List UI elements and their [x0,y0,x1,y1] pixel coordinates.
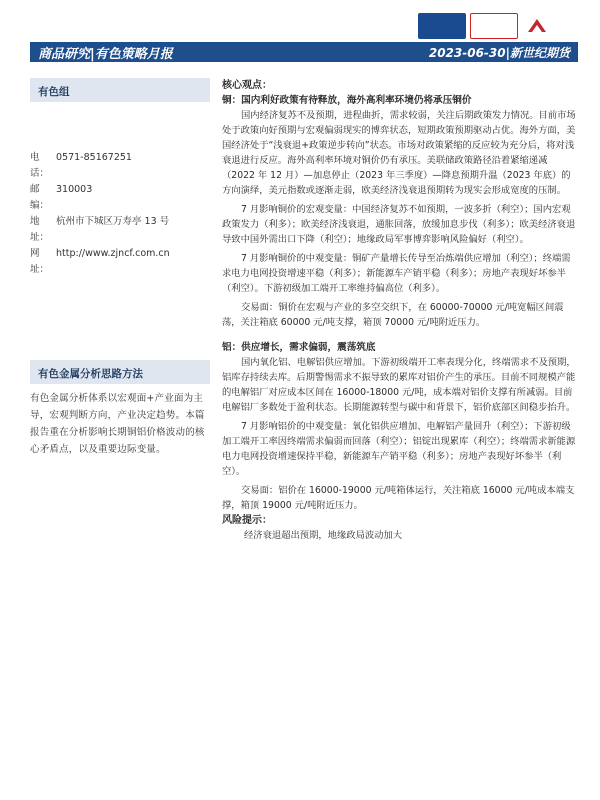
contact-row-phone [30,150,210,182]
sidebar [30,78,210,458]
risk-text: 经济衰退超出预期，地缘政局波动加大 [244,530,403,541]
report-header-bar [30,42,578,62]
main-content [222,78,578,543]
aluminum-paragraph: 交易面：铝价在 16000-19000 元/吨箱体运行，关注箱底 16000 元/吨成本端支撑，箱顶 19000 元/吨附近压力。 [222,485,575,511]
contact-value: 杭州市下城区万寿亭 13 号 [56,216,170,227]
report-category: 商品研究|有色策略月报 [38,46,173,62]
copper-paragraph: 国内经济复苏不及预期，进程曲折，需求较弱，关注后期政策发力情况。目前市场处于政策向好预期与宏观偏弱现实的博弈状态，短期政策预期驱动占优。海外方面，美国经济处于“浅衰退+政策逆步转向”状态。市场对政策紧缩的反应较为充分后，将对浅衰退进行反应。海外高利率环境对铜价仍有承压。美联储政策路径沿着紧缩递减（2022 年 12 月）—加息停止（2023 年三季度）—降息预期升温（2023 年底）的方向演绎，美元指数或逐渐走弱，欧美经济浅衰退预期转为现实会形成宽度的压制。 [222,110,576,196]
aluminum-section-title: 铝：供应增长，需求偏弱，震荡筑底 [222,342,376,353]
contact-value: 0571-85167251 [56,152,132,163]
zhejiang-port-logo [418,13,466,39]
contact-row-address [30,214,210,246]
aluminum-paragraph: 国内氧化铝、电解铝供应增加。下游初级端开工率表现分化，终端需求不及预期，铝库存持续去库。后期警惕需求不振导致的累库对铝价产生的承压。目前不同规模产能的电解铝厂对应成本区间在 16000-18000 元/吨，成本端对铝价支撑有所减弱。目前电解铝厂多数处于盈利状态。长期能源转型与碳中和背景下，铝价底部区间稳步抬升。 [222,357,576,413]
logo-group [418,12,594,40]
risk-title: 风险提示： [222,515,272,526]
contact-info [30,150,210,278]
method-text: 有色金属分析体系以宏观面+产业面为主导，宏观判断方向，产业决定趋势。本篇报告重在分析影响长期铜铝价格波动的核心矛盾点，以及重要边际变量。 [30,393,205,455]
xinshiji-logo [522,13,594,39]
contact-row-postcode [30,182,210,214]
contact-label: 邮编： [30,184,50,211]
core-title: 核心观点： [222,80,272,91]
report-date-issuer: 2023-06-30|新世纪期货 [428,45,570,60]
copper-section-title: 铜：国内利好政策有待释放，海外高利率环境仍将承压铜价 [222,95,472,106]
copper-paragraph: 7 月影响铜价的宏观变量：中国经济复苏不如预期，一波多折（利空）；国内宏观政策发力（利多）；欧美经济浅衰退，通胀回落，放缓加息步伐（利多）；欧美经济衰退导致中国外需出口下降（利空）；地缘政局军事博弈影响风险偏好（利空）。 [222,204,576,245]
xinshiji-emblem-icon [526,16,548,36]
contact-label: 网址： [30,248,50,275]
copper-paragraph: 7 月影响铜价的中观变量：铜矿产量增长传导至冶炼端供应增加（利空）；终端需求电力电网投资增速平稳（利多）；新能源车产销平稳（利多）；房地产表现好坏参半（利空）。下游初级加工端开工率维持偏高位（利多）。 [222,253,571,294]
aluminum-paragraph: 7 月影响铝价的中观变量：氧化铝供应增加、电解铝产量回升（利空）；下游初级加工端开工率因终端需求偏弱而回落（利空）；铝锭出现累库（利空）；终端需求新能源电力电网投资增速保持平稳，新能源车产销平稳（利多）；房地产表现好坏参半（利空）。 [222,421,576,477]
copper-paragraph: 交易面：铜价在宏观与产业的多空交织下，在 60000-70000 元/吨宽幅区间震荡，关注箱底 60000 元/吨支撑，箱顶 70000 元/吨附近压力。 [222,302,564,328]
contact-label: 地址： [30,216,50,243]
method-title: 有色金属分析思路方法 [30,360,210,384]
contact-label: 电话： [30,152,50,179]
website-link[interactable]: http://www.zjncf.com.cn [56,248,170,259]
contact-value: 310003 [56,184,93,195]
contact-row-website [30,246,210,278]
group-title: 有色组 [30,78,210,102]
ningbo-port-logo [470,13,518,39]
